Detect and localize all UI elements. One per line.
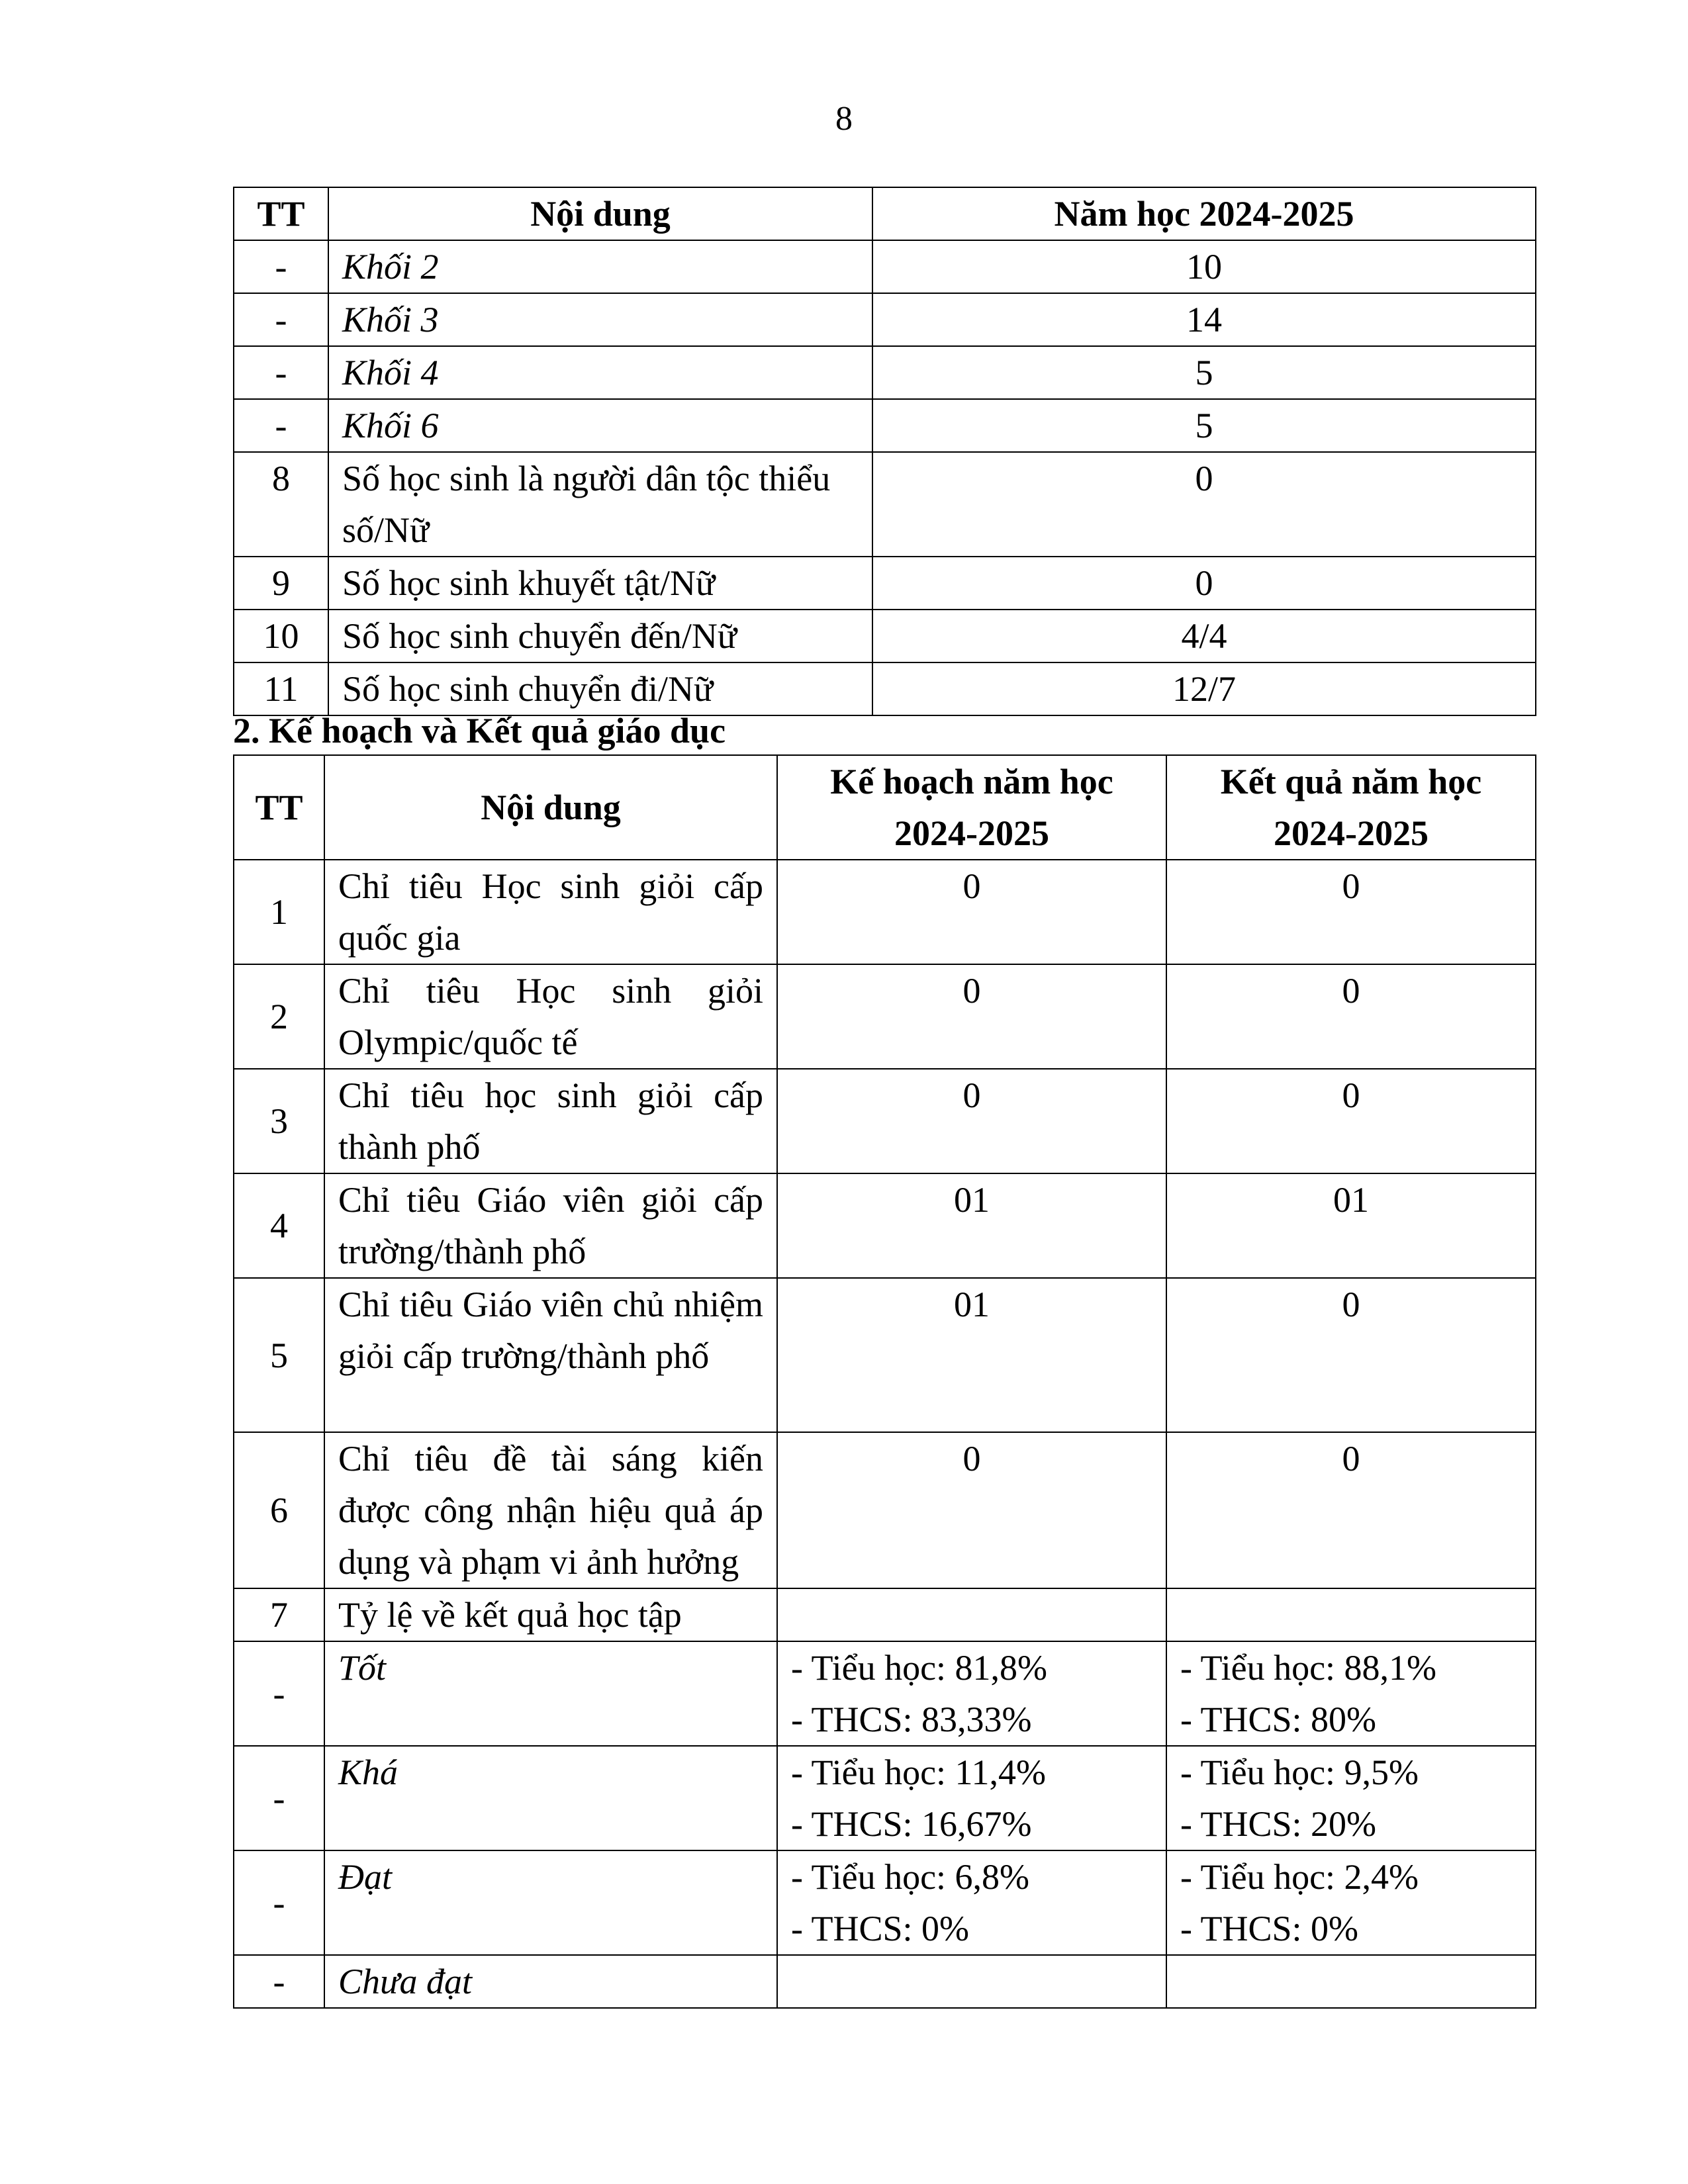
table-row (234, 557, 1536, 610)
row-plan (777, 1746, 1166, 1850)
row-tt: - (234, 1641, 324, 1746)
row-value: 5 (872, 346, 1536, 399)
row-result: 0 (1166, 1278, 1536, 1432)
plan-secondary: - THCS: 16,67% (791, 1804, 1032, 1844)
row-content: Đạt (324, 1850, 777, 1955)
table-row (234, 1069, 1536, 1173)
plan-secondary: - THCS: 83,33% (791, 1700, 1032, 1739)
row-result (1166, 1850, 1536, 1955)
row-plan: 0 (777, 1432, 1166, 1588)
table-row (234, 610, 1536, 662)
header-tt: TT (234, 755, 324, 860)
row-tt: 11 (234, 662, 328, 715)
row-result: 0 (1166, 1069, 1536, 1173)
row-tt: - (234, 399, 328, 452)
row-tt: 9 (234, 557, 328, 610)
row-tt: - (234, 346, 328, 399)
row-result (1166, 1955, 1536, 2008)
result-secondary: - THCS: 0% (1180, 1909, 1359, 1948)
row-plan (777, 1641, 1166, 1746)
row-plan: 0 (777, 1069, 1166, 1173)
plan-primary: - Tiểu học: 11,4% (791, 1752, 1047, 1792)
header-plan-line: Kế hoạch năm học (830, 762, 1113, 801)
row-plan: 01 (777, 1173, 1166, 1278)
row-tt: 6 (234, 1432, 324, 1588)
education-plan-results-table (233, 754, 1536, 2009)
row-plan (777, 1850, 1166, 1955)
table-row (234, 1278, 1536, 1432)
table-row (234, 1173, 1536, 1278)
row-tt: 2 (234, 964, 324, 1069)
row-tt: - (234, 1955, 324, 2008)
row-value: 14 (872, 293, 1536, 346)
row-tt: - (234, 1746, 324, 1850)
result-primary: - Tiểu học: 2,4% (1180, 1857, 1419, 1897)
row-tt: 1 (234, 860, 324, 964)
row-content: Khối 6 (328, 399, 872, 452)
table-row (234, 1850, 1536, 1955)
row-value: 10 (872, 240, 1536, 293)
row-content: Số học sinh là người dân tộc thiểu số/Nữ (328, 452, 872, 557)
row-value: 4/4 (872, 610, 1536, 662)
table-header-row (234, 755, 1536, 860)
row-plan: 0 (777, 964, 1166, 1069)
result-primary: - Tiểu học: 88,1% (1180, 1648, 1437, 1688)
table-row (234, 1955, 1536, 2008)
header-plan (777, 755, 1166, 860)
row-content: Khối 3 (328, 293, 872, 346)
header-result (1166, 755, 1536, 860)
row-tt: - (234, 1850, 324, 1955)
table-row (234, 452, 1536, 557)
row-content: Số học sinh chuyển đi/Nữ (328, 662, 872, 715)
header-result-line: Kết quả năm học (1220, 762, 1482, 801)
row-content: Tốt (324, 1641, 777, 1746)
row-content: Khá (324, 1746, 777, 1850)
row-result: 01 (1166, 1173, 1536, 1278)
section-heading: 2. Kế hoạch và Kết quả giáo dục (233, 711, 726, 751)
table-row (234, 399, 1536, 452)
plan-secondary: - THCS: 0% (791, 1909, 970, 1948)
row-result: 0 (1166, 1432, 1536, 1588)
table-header-row (234, 187, 1536, 240)
row-content: Chưa đạt (324, 1955, 777, 2008)
row-result: 0 (1166, 860, 1536, 964)
row-tt: - (234, 240, 328, 293)
table-row (234, 1746, 1536, 1850)
header-plan-line: 2024-2025 (894, 813, 1049, 853)
table-row (234, 964, 1536, 1069)
table-row (234, 1588, 1536, 1641)
row-plan (777, 1955, 1166, 2008)
row-value: 5 (872, 399, 1536, 452)
row-content: Tỷ lệ về kết quả học tập (324, 1588, 777, 1641)
row-tt: - (234, 293, 328, 346)
result-secondary: - THCS: 80% (1180, 1700, 1377, 1739)
plan-primary: - Tiểu học: 81,8% (791, 1648, 1048, 1688)
table-row (234, 1432, 1536, 1588)
row-content: Chỉ tiêu Học sinh giỏi cấp quốc gia (324, 860, 777, 964)
row-content: Chỉ tiêu học sinh giỏi cấp thành phố (324, 1069, 777, 1173)
table-row (234, 240, 1536, 293)
row-content: Khối 2 (328, 240, 872, 293)
row-value: 12/7 (872, 662, 1536, 715)
row-content: Số học sinh khuyết tật/Nữ (328, 557, 872, 610)
header-tt: TT (234, 187, 328, 240)
student-statistics-table (233, 187, 1536, 716)
row-content: Số học sinh chuyển đến/Nữ (328, 610, 872, 662)
row-plan (777, 1588, 1166, 1641)
row-content: Chỉ tiêu Giáo viên chủ nhiệm giỏi cấp trường/thành phố (324, 1278, 777, 1432)
row-content: Chỉ tiêu đề tài sáng kiến được công nhận hiệu quả áp dụng và phạm vi ảnh hưởng (324, 1432, 777, 1588)
row-tt: 10 (234, 610, 328, 662)
row-tt: 7 (234, 1588, 324, 1641)
header-result-line: 2024-2025 (1274, 813, 1429, 853)
row-content: Chỉ tiêu Giáo viên giỏi cấp trường/thành phố (324, 1173, 777, 1278)
row-plan: 0 (777, 860, 1166, 964)
row-content: Khối 4 (328, 346, 872, 399)
row-tt: 8 (234, 452, 328, 557)
page-number: 8 (835, 100, 853, 138)
result-secondary: - THCS: 20% (1180, 1804, 1377, 1844)
table-row (234, 293, 1536, 346)
header-year: Năm học 2024-2025 (872, 187, 1536, 240)
row-value: 0 (872, 557, 1536, 610)
table-row (234, 346, 1536, 399)
row-result (1166, 1641, 1536, 1746)
row-result (1166, 1588, 1536, 1641)
plan-primary: - Tiểu học: 6,8% (791, 1857, 1030, 1897)
result-primary: - Tiểu học: 9,5% (1180, 1752, 1419, 1792)
header-content: Nội dung (328, 187, 872, 240)
row-result: 0 (1166, 964, 1536, 1069)
row-content: Chỉ tiêu Học sinh giỏi Olympic/quốc tế (324, 964, 777, 1069)
row-value: 0 (872, 452, 1536, 557)
row-tt: 4 (234, 1173, 324, 1278)
table-row (234, 1641, 1536, 1746)
row-result (1166, 1746, 1536, 1850)
row-plan: 01 (777, 1278, 1166, 1432)
table-row (234, 860, 1536, 964)
row-tt: 5 (234, 1278, 324, 1432)
row-tt: 3 (234, 1069, 324, 1173)
header-content: Nội dung (324, 755, 777, 860)
